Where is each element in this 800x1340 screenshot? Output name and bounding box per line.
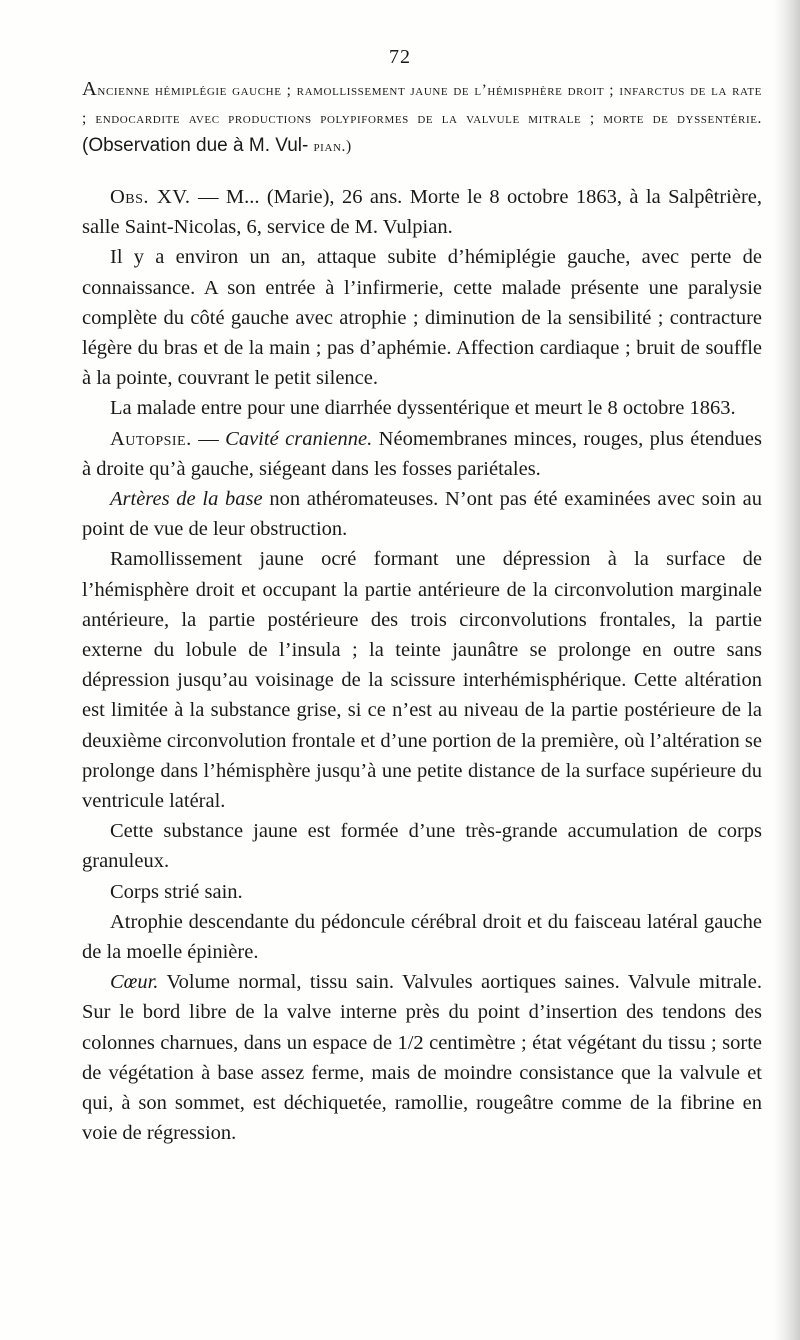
scan-edge-shadow [774,0,800,1340]
obs-text: — M... (Marie), 26 ans. Morte le 8 octobre 1863, à la Salpêtrière, salle Saint-Nicolas, 6, service de M. Vulpian. [82,186,762,239]
heading-caps-text: ncienne hémiplégie gauche ; ramollissement jaune de l’hémisphère droit ; infarctus de la rate ; endocardite avec productions polypiformes de la valvule mitrale ; morte de dyssentérie. [82,82,762,127]
arteres-subheading: Artères de la base [110,488,263,511]
paragraph-autopsie [82,424,762,484]
paragraph-obs [82,182,762,242]
heading-note-end: pian.) [313,138,352,155]
paragraph-substance: Cette substance jaune est formée d’une très-grande accumulation de corps granuleux. [82,820,762,873]
paragraph-atrophie: Atrophie descendante du pédoncule cérébral droit et du faisceau latéral gauche de la moelle épinière. [82,910,762,964]
paragraph-history: Il y a environ un an, attaque subite d’hémiplégie gauche, avec perte de connaissance. A son entrée à l’infirmerie, cette malade présente une paralysie complète du côté gauche avec atrophie ; diminution de la sensibilité ; contracture légère du bras et de la main ; pas d’aphémie. Affection cardiaque ; bruit de souffle à la pointe, couvrant le petit silence. [82,246,762,390]
paragraph-death: La malade entre pour une diarrhée dyssentérique et meurt le 8 octobre 1863. [110,397,736,420]
paragraph-corps-strie: Corps strié sain. [110,880,243,903]
body-text [82,76,762,1149]
autopsie-label: Autopsie. [110,427,192,450]
heading-initial: A [82,78,98,100]
obs-label: Obs. XV. [110,186,191,208]
paragraph-coeur [82,967,762,1148]
paragraph-ramollissement: Ramollissement jaune ocré formant une dépression à la surface de l’hémisphère droit et occupant la partie antérieure de la circonvolution marginale antérieure, la partie postérieure des trois circonvolutions frontales, la partie externe du lobule de l’insula ; la teinte jaunâtre se prolonge en outre sans dépression jusqu’au voisinage de la scissure interhémisphérique. Cette altération est limitée à la substance grise, si ce n’est au niveau de la partie postérieure de la deuxième circonvolution frontale et d’une portion de la première, où l’altération se prolonge dans l’hémisphère jusqu’à une petite distance de la surface supérieure du ventricule latéral. [82,548,762,813]
coeur-text: Volume normal, tissu sain. Valvules aortiques saines. Valvule mitrale. Sur le bord libre de la valve interne près du point d’insertion des tendons des colonnes charnues, dans un espace de 1/2 centimètre ; état végétant du tissu ; sorte de végétation à base assez ferme, mais de moindre consistance que la valvule et qui, à son sommet, est déchiquetée, ramollie, rougeâtre comme de la fibrine en voie de régression. [82,971,762,1145]
heading-caps [82,78,762,127]
paragraph-arteres [82,484,762,544]
coeur-subheading: Cœur. [110,971,159,994]
autopsie-text: Néomembranes minces, rouges, plus étendues à droite qu’à gauche, siégeant dans les fosses pariétales. [82,427,762,480]
page-number: 72 [389,46,411,68]
heading-note: (Observation due à M. Vul- [82,135,309,156]
autopsie-dash: — [191,427,226,450]
arteres-text: non athéromateuses. N’ont pas été examinées avec soin au point de vue de leur obstruction. [82,488,762,541]
autopsie-subheading: Cavité cranienne. [225,427,373,450]
observation-heading [82,76,762,160]
